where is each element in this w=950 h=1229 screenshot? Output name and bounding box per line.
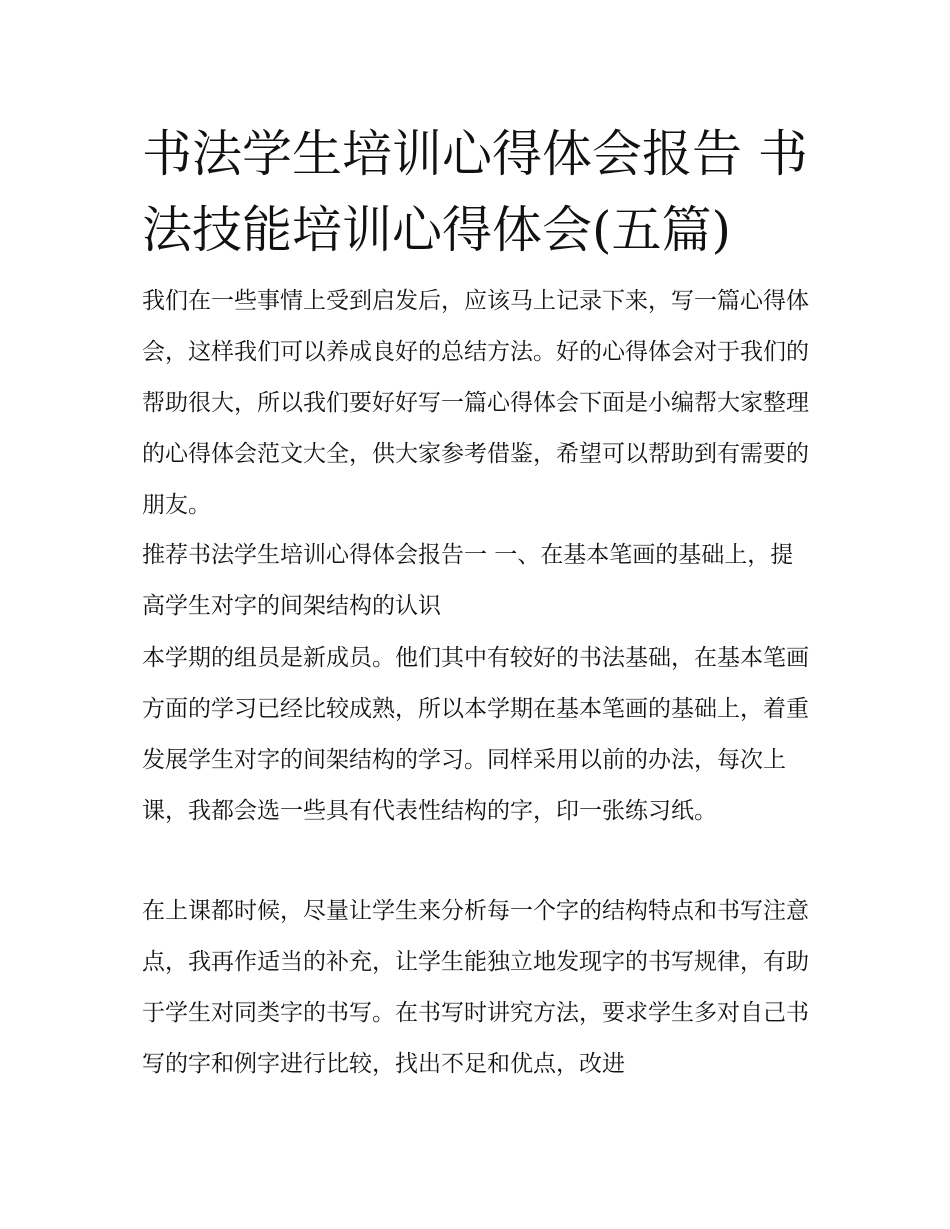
- document-title: 书法学生培训心得体会报告 书法技能培训心得体会(五篇): [142, 125, 808, 259]
- body-paragraph: 本学期的组员是新成员。他们其中有较好的书法基础，在基本笔画方面的学习已经比较成熟，所以本学期在基本笔画的基础上，着重发展学生对字的间架结构的学习。同样采用以前的办法，每次上课，我都会选一些具有代表性结构的字，印一张练习纸。: [142, 645, 809, 824]
- section-heading-paragraph: 推荐书法学生培训心得体会报告一 一、在基本笔画的基础上，提高学生对字的间架结构的认识: [142, 542, 794, 619]
- body-paragraph: 在上课都时候，尽量让学生来分析每一个字的结构特点和书写注意点，我再作适当的补充，让学生能独立地发现字的书写规律，有助于学生对同类字的书写。在书写时讲究方法，要求学生多对自己书写的字和例字进行比较，找出不足和优点，改进: [142, 898, 809, 1077]
- intro-paragraph: 我们在一些事情上受到启发后，应该马上记录下来，写一篇心得体会，这样我们可以养成良好的总结方法。好的心得体会对于我们的帮助很大，所以我们要好好写一篇心得体会下面是小编帮大家整理的心得体会范文大全，供大家参考借鉴，希望可以帮助到有需要的朋友。: [142, 288, 809, 518]
